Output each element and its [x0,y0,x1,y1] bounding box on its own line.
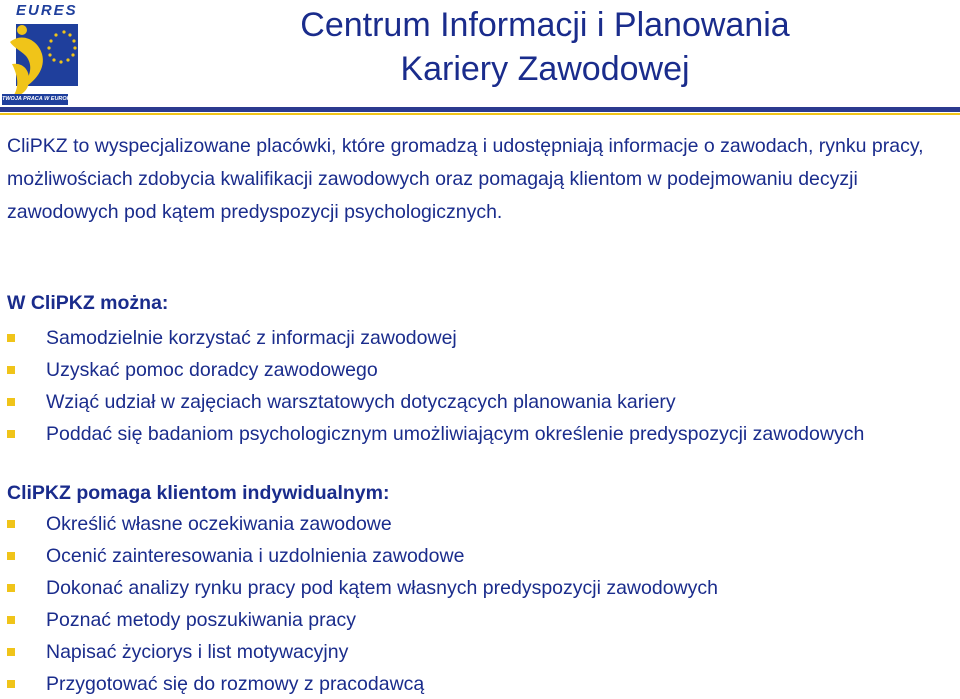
list-item [0,326,950,350]
header-accent-divider [0,113,960,115]
list-item-text: Napisać życiorys i list motywacyjny [46,641,349,663]
page-title-line1: Centrum Informacji i Planowania [300,6,790,44]
bullet-icon [7,616,15,624]
list-item-text: Dokonać analizy rynku pracy pod kątem własnych predyspozycji zawodowych [46,577,718,599]
list-item-text: Poddać się badaniom psychologicznym umożliwiającym określenie predyspozycji zawodowych [46,423,865,445]
eures-logo [2,2,88,106]
list-item [0,512,950,536]
list-item [0,672,950,696]
page-title [150,3,940,91]
list-item [0,358,950,382]
header-divider [0,107,960,112]
list-item-text: Poznać metody poszukiwania pracy [46,609,356,631]
logo-wordmark: EURES [16,2,78,19]
logo-tagline: TWOJA PRACA W EUROPIE [2,94,68,105]
bullet-icon [7,430,15,438]
list-item [0,640,950,664]
bullet-icon [7,680,15,688]
bullet-icon [7,584,15,592]
bullet-icon [7,552,15,560]
list-item-text: Określić własne oczekiwania zawodowe [46,513,392,535]
list-item-text: Uzyskać pomoc doradcy zawodowego [46,359,378,381]
section2-list [0,512,950,696]
list-item-text: Samodzielnie korzystać z informacji zawodowej [46,327,457,349]
page-title-line2: Kariery Zawodowej [400,50,690,88]
section1-list [0,326,950,446]
list-item [0,576,950,600]
list-item-text: Przygotować się do rozmowy z pracodawcą [46,673,425,695]
list-item [0,422,906,446]
bullet-icon [7,398,15,406]
bullet-icon [7,520,15,528]
eures-emblem-icon [2,2,88,106]
section2-heading: CliPKZ pomaga klientom indywidualnym: [7,482,390,504]
list-item [0,608,950,632]
bullet-icon [7,334,15,342]
list-item-text: Wziąć udział w zajęciach warsztatowych dotyczących planowania kariery [46,391,676,413]
list-item [0,390,950,414]
bullet-icon [7,648,15,656]
intro-paragraph: CliPKZ to wyspecjalizowane placówki, które gromadzą i udostępniają informacje o zawodach, rynku pracy, możliwościach zdobycia kwalifikacji zawodowych oraz pomagają klientom w podejmowaniu decyzji zawodowych pod kątem predyspozycji psychologicznych. [7,135,924,223]
section1-heading: W CliPKZ można: [7,292,169,314]
list-item [0,544,950,568]
list-item-text: Ocenić zainteresowania i uzdolnienia zawodowe [46,545,465,567]
bullet-icon [7,366,15,374]
